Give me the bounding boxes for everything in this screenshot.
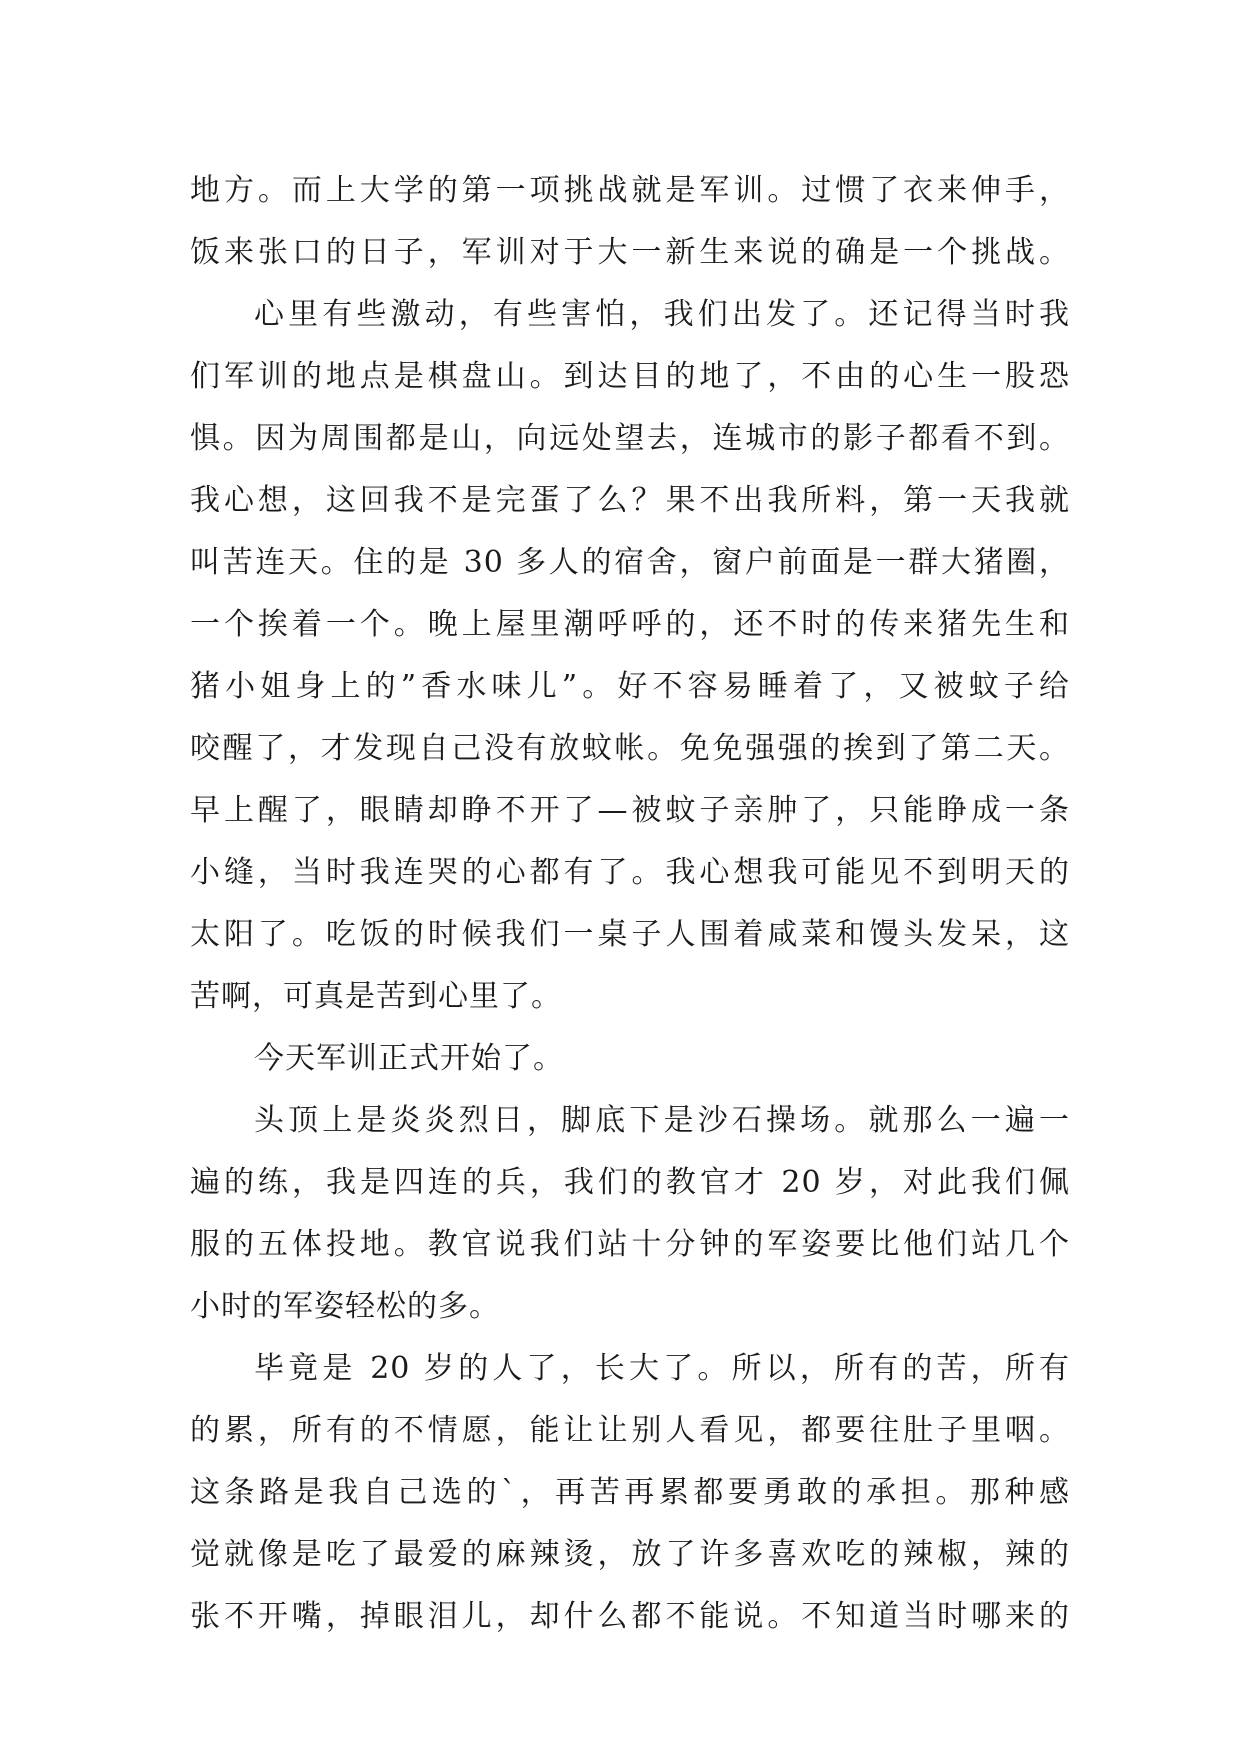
text-line: 咬醒了，才发现自己没有放蚊帐。免免强强的挨到了第二天。 — [190, 731, 1070, 766]
text-line: 一个挨着一个。晚上屋里潮呼呼的，还不时的传来猪先生和 — [190, 607, 1070, 642]
text-line: 小缝，当时我连哭的心都有了。我心想我可能见不到明天的 — [190, 855, 1070, 890]
text-line: 们军训的地点是棋盘山。到达目的地了，不由的心生一股恐 — [190, 359, 1070, 394]
text-line: 苦啊，可真是苦到心里了。 — [190, 979, 562, 1014]
text-line: 服的五体投地。教官说我们站十分钟的军姿要比他们站几个 — [190, 1227, 1070, 1262]
document-body — [190, 160, 1070, 1648]
text-line: 觉就像是吃了最爱的麻辣烫，放了许多喜欢吃的辣椒，辣的 — [190, 1537, 1070, 1572]
text-line: 太阳了。吃饭的时候我们一桌子人围着咸菜和馒头发呆，这 — [190, 917, 1070, 952]
text-line: 张不开嘴，掉眼泪儿，却什么都不能说。不知道当时哪来的 — [190, 1599, 1070, 1634]
text-line: 叫苦连天。住的是 30 多人的宿舍，窗户前面是一群大猪圈， — [190, 545, 1070, 580]
text-line: 我心想，这回我不是完蛋了么？果不出我所料，第一天我就 — [190, 483, 1070, 518]
text-line: 饭来张口的日子，军训对于大一新生来说的确是一个挑战。 — [190, 235, 1070, 270]
text-line: 地方。而上大学的第一项挑战就是军训。过惯了衣来伸手， — [190, 173, 1070, 208]
text-line: 的累，所有的不情愿，能让让别人看见，都要往肚子里咽。 — [190, 1413, 1070, 1448]
text-line: 遍的练，我是四连的兵，我们的教官才 20 岁，对此我们佩 — [190, 1165, 1070, 1200]
text-line: 今天军训正式开始了。 — [254, 1041, 564, 1076]
text-line: 头顶上是炎炎烈日，脚底下是沙石操场。就那么一遍一 — [254, 1103, 1070, 1138]
text-line: 这条路是我自己选的`，再苦再累都要勇敢的承担。那种感 — [190, 1475, 1070, 1510]
text-line: 早上醒了，眼睛却睁不开了—被蚊子亲肿了，只能睁成一条 — [190, 793, 1070, 828]
text-line: 心里有些激动，有些害怕，我们出发了。还记得当时我 — [254, 297, 1070, 332]
text-line: 猪小姐身上的”香水味儿”。好不容易睡着了，又被蚊子给 — [190, 669, 1070, 704]
text-line: 毕竟是 20 岁的人了，长大了。所以，所有的苦，所有 — [254, 1351, 1070, 1386]
text-line: 小时的军姿轻松的多。 — [190, 1289, 500, 1324]
text-line: 惧。因为周围都是山，向远处望去，连城市的影子都看不到。 — [190, 421, 1070, 456]
